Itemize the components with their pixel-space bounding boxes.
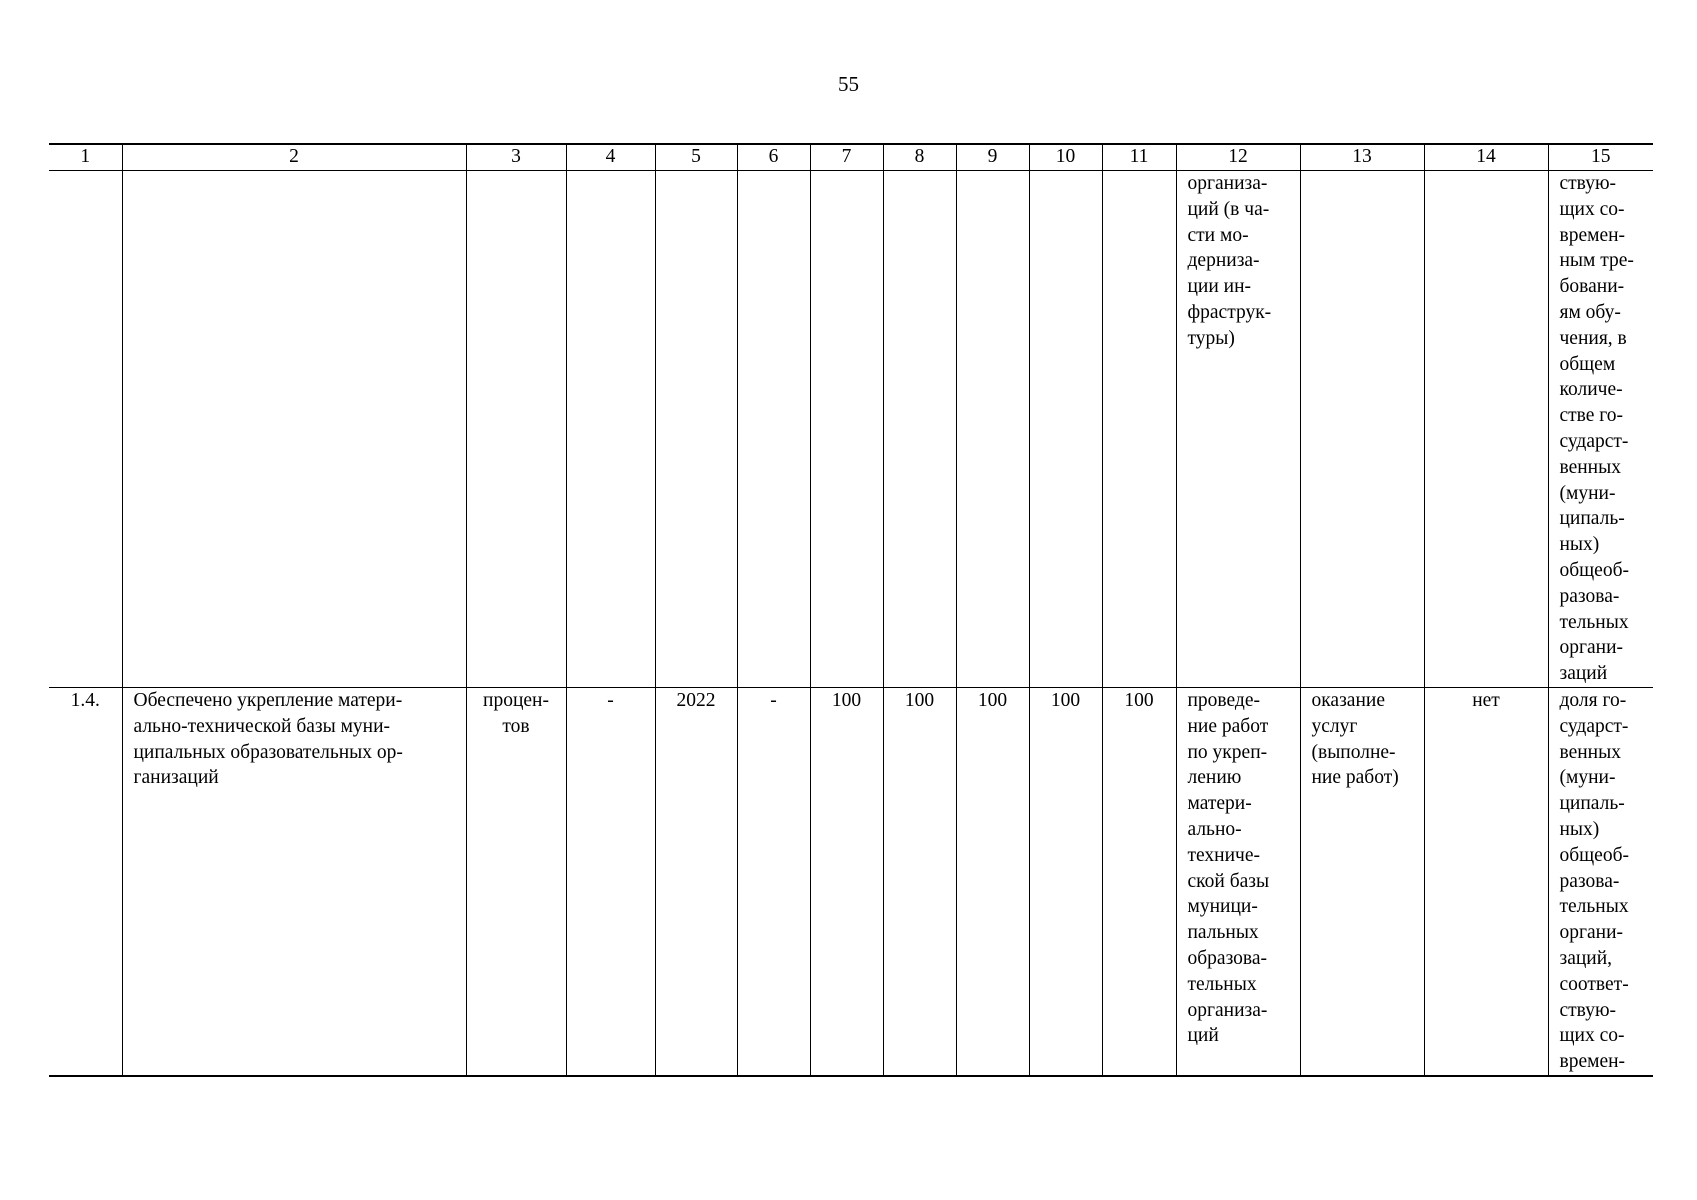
table-cell: 100 (810, 687, 883, 1075)
table-cell: 2022 (655, 687, 737, 1075)
measure-text: организа- ций (в ча- сти мо- дернизa- ции ин- фраструк- туры) (1187, 173, 1272, 349)
table-cell (1300, 687, 1424, 1075)
indicator-table (49, 143, 1653, 1077)
column-header: 11 (1102, 144, 1176, 171)
table-cell (1176, 687, 1300, 1075)
table-cell: 100 (1102, 687, 1176, 1075)
column-header: 2 (122, 144, 466, 171)
column-header: 4 (566, 144, 655, 171)
indicator-text: ствую- щих со- времен- ным тре- бовани- ям обу- чения, в общем количе- стве го- сударст- венных (муни- ципаль- ных) общеоб- разова- тельных органи- заций (1559, 173, 1634, 685)
table-cell (466, 687, 566, 1075)
table-cell: - (737, 687, 810, 1075)
column-header: 1 (49, 144, 122, 171)
column-header: 15 (1548, 144, 1653, 171)
column-header: 9 (956, 144, 1029, 171)
table-cell: 100 (1029, 687, 1102, 1075)
table-cell (1176, 171, 1300, 688)
column-header: 3 (466, 144, 566, 171)
table-cell: 100 (956, 687, 1029, 1075)
column-header: 10 (1029, 144, 1102, 171)
column-header: 12 (1176, 144, 1300, 171)
table-cell: - (566, 687, 655, 1075)
column-header: 5 (655, 144, 737, 171)
table-header-row (49, 144, 1653, 171)
unit: процен- тов (483, 689, 549, 737)
result-type-text: оказание услуг (выполне- ние работ) (1311, 689, 1399, 789)
column-header: 8 (883, 144, 956, 171)
table-row-1-4 (49, 687, 1653, 1075)
task-name: Обеспечено укрепление матери- ально-технической базы муни- ципальных образовательных ор- ганизаций (133, 689, 403, 789)
column-header: 14 (1424, 144, 1548, 171)
table-cell (122, 687, 466, 1075)
table-cell (1548, 687, 1653, 1075)
measure-text: проведе- ние работ по укреп- лению матери- ально- техниче- ской базы муници- пальных образова- тельных организа- ций (1187, 689, 1270, 1047)
indicator-text: доля го- сударст- венных (муни- ципаль- ных) общеоб- разова- тельных органи- заций, соответ- ствую- щих со- времен- (1559, 689, 1630, 1073)
page-number: 55 (838, 72, 859, 96)
row-number: 1.4. (49, 687, 122, 1075)
column-header: 7 (810, 144, 883, 171)
table-cell (1548, 171, 1653, 688)
column-header: 13 (1300, 144, 1424, 171)
table-cell: нет (1424, 687, 1548, 1075)
table-cell: 100 (883, 687, 956, 1075)
column-header: 6 (737, 144, 810, 171)
table-row-continuation (49, 171, 1653, 688)
